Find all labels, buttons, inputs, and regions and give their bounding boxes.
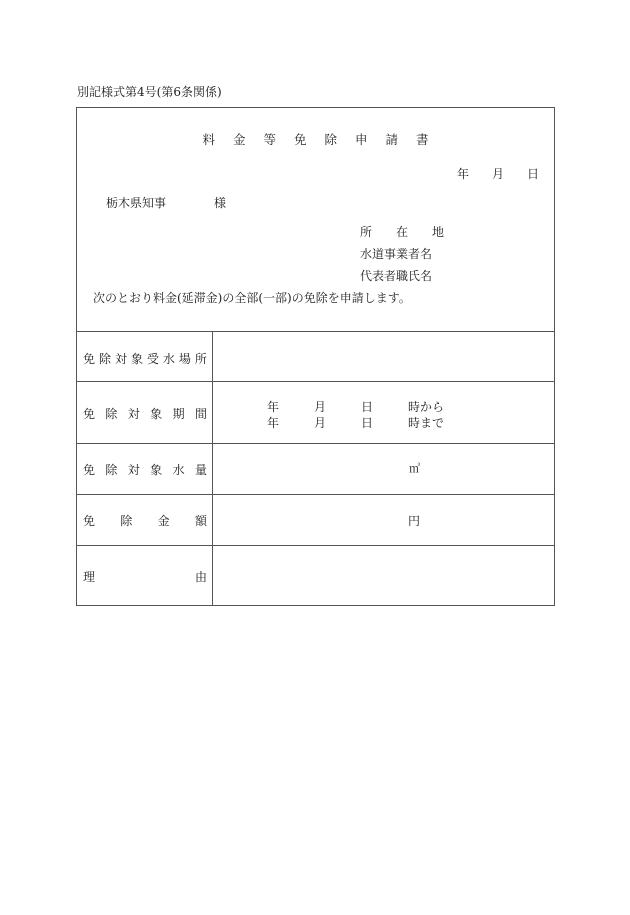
row-label-location [83, 350, 207, 367]
table-divider [77, 494, 554, 495]
label-char: 免 [83, 407, 96, 421]
title-char: 除 [324, 132, 338, 147]
label-char: 対 [114, 352, 127, 366]
period-from-year: 年 [267, 400, 280, 414]
form-number-label: 別記様式第4号(第6条関係) [77, 85, 222, 99]
label-char: 対 [127, 407, 140, 421]
date-month: 月 [492, 167, 505, 181]
period-from-month: 月 [314, 400, 327, 414]
label-char: 除 [98, 352, 111, 366]
table-divider [77, 381, 554, 382]
label-char: 除 [105, 407, 118, 421]
table-divider [77, 443, 554, 444]
period-from-time: 時から [408, 400, 445, 414]
title-char: 等 [263, 132, 276, 147]
label-char: 免 [83, 463, 96, 477]
label-char: 免 [83, 514, 96, 528]
title-char: 料 [202, 132, 215, 147]
label-char: 除 [120, 514, 133, 528]
period-to-year: 年 [267, 416, 280, 430]
table-divider [77, 331, 554, 332]
row-label-period [83, 405, 207, 422]
table-column-divider [212, 331, 213, 605]
period-to-day: 日 [361, 416, 374, 430]
label-char: 水 [162, 352, 175, 366]
addressee: 栃木県知事 [106, 196, 167, 210]
period-to-month: 月 [314, 416, 327, 430]
honorific: 様 [214, 196, 227, 210]
label-char: 由 [194, 570, 207, 584]
label-char: 間 [194, 407, 207, 421]
title-char: 請 [385, 132, 399, 147]
row-label-reason [83, 568, 207, 585]
label-char: 免 [83, 352, 96, 366]
applicant-business-name-label: 水道事業者名 [360, 247, 433, 261]
applicant-address-label: 所 在 地 [360, 225, 445, 239]
label-char: 金 [157, 514, 170, 528]
title-char: 金 [232, 132, 246, 147]
row-label-amount [83, 512, 207, 529]
label-char: 対 [127, 463, 140, 477]
label-char: 象 [130, 352, 143, 366]
period-from-day: 日 [361, 400, 374, 414]
applicant-representative-label: 代表者職氏名 [360, 269, 433, 283]
label-char: 所 [194, 352, 207, 366]
volume-unit: ㎥ [409, 462, 420, 475]
form-title [77, 130, 554, 148]
label-char: 象 [150, 463, 163, 477]
label-char: 額 [194, 514, 207, 528]
application-form [76, 107, 555, 606]
date-day: 日 [527, 167, 540, 181]
period-to-time: 時まで [408, 416, 445, 430]
request-statement: 次のとおり料金(延滞金)の全部(一部)の免除を申請します。 [93, 291, 411, 305]
title-char: 書 [416, 132, 429, 147]
label-char: 受 [146, 352, 159, 366]
title-char: 免 [293, 132, 307, 147]
label-char: 除 [105, 463, 118, 477]
title-char: 申 [355, 132, 368, 147]
label-char: 水 [172, 463, 185, 477]
label-char: 場 [178, 352, 191, 366]
label-char: 期 [172, 407, 185, 421]
table-divider [77, 545, 554, 546]
label-char: 理 [83, 570, 96, 584]
date-year: 年 [457, 167, 470, 181]
row-label-volume [83, 461, 207, 478]
label-char: 象 [150, 407, 163, 421]
amount-unit: 円 [408, 514, 421, 528]
label-char: 量 [194, 463, 207, 477]
